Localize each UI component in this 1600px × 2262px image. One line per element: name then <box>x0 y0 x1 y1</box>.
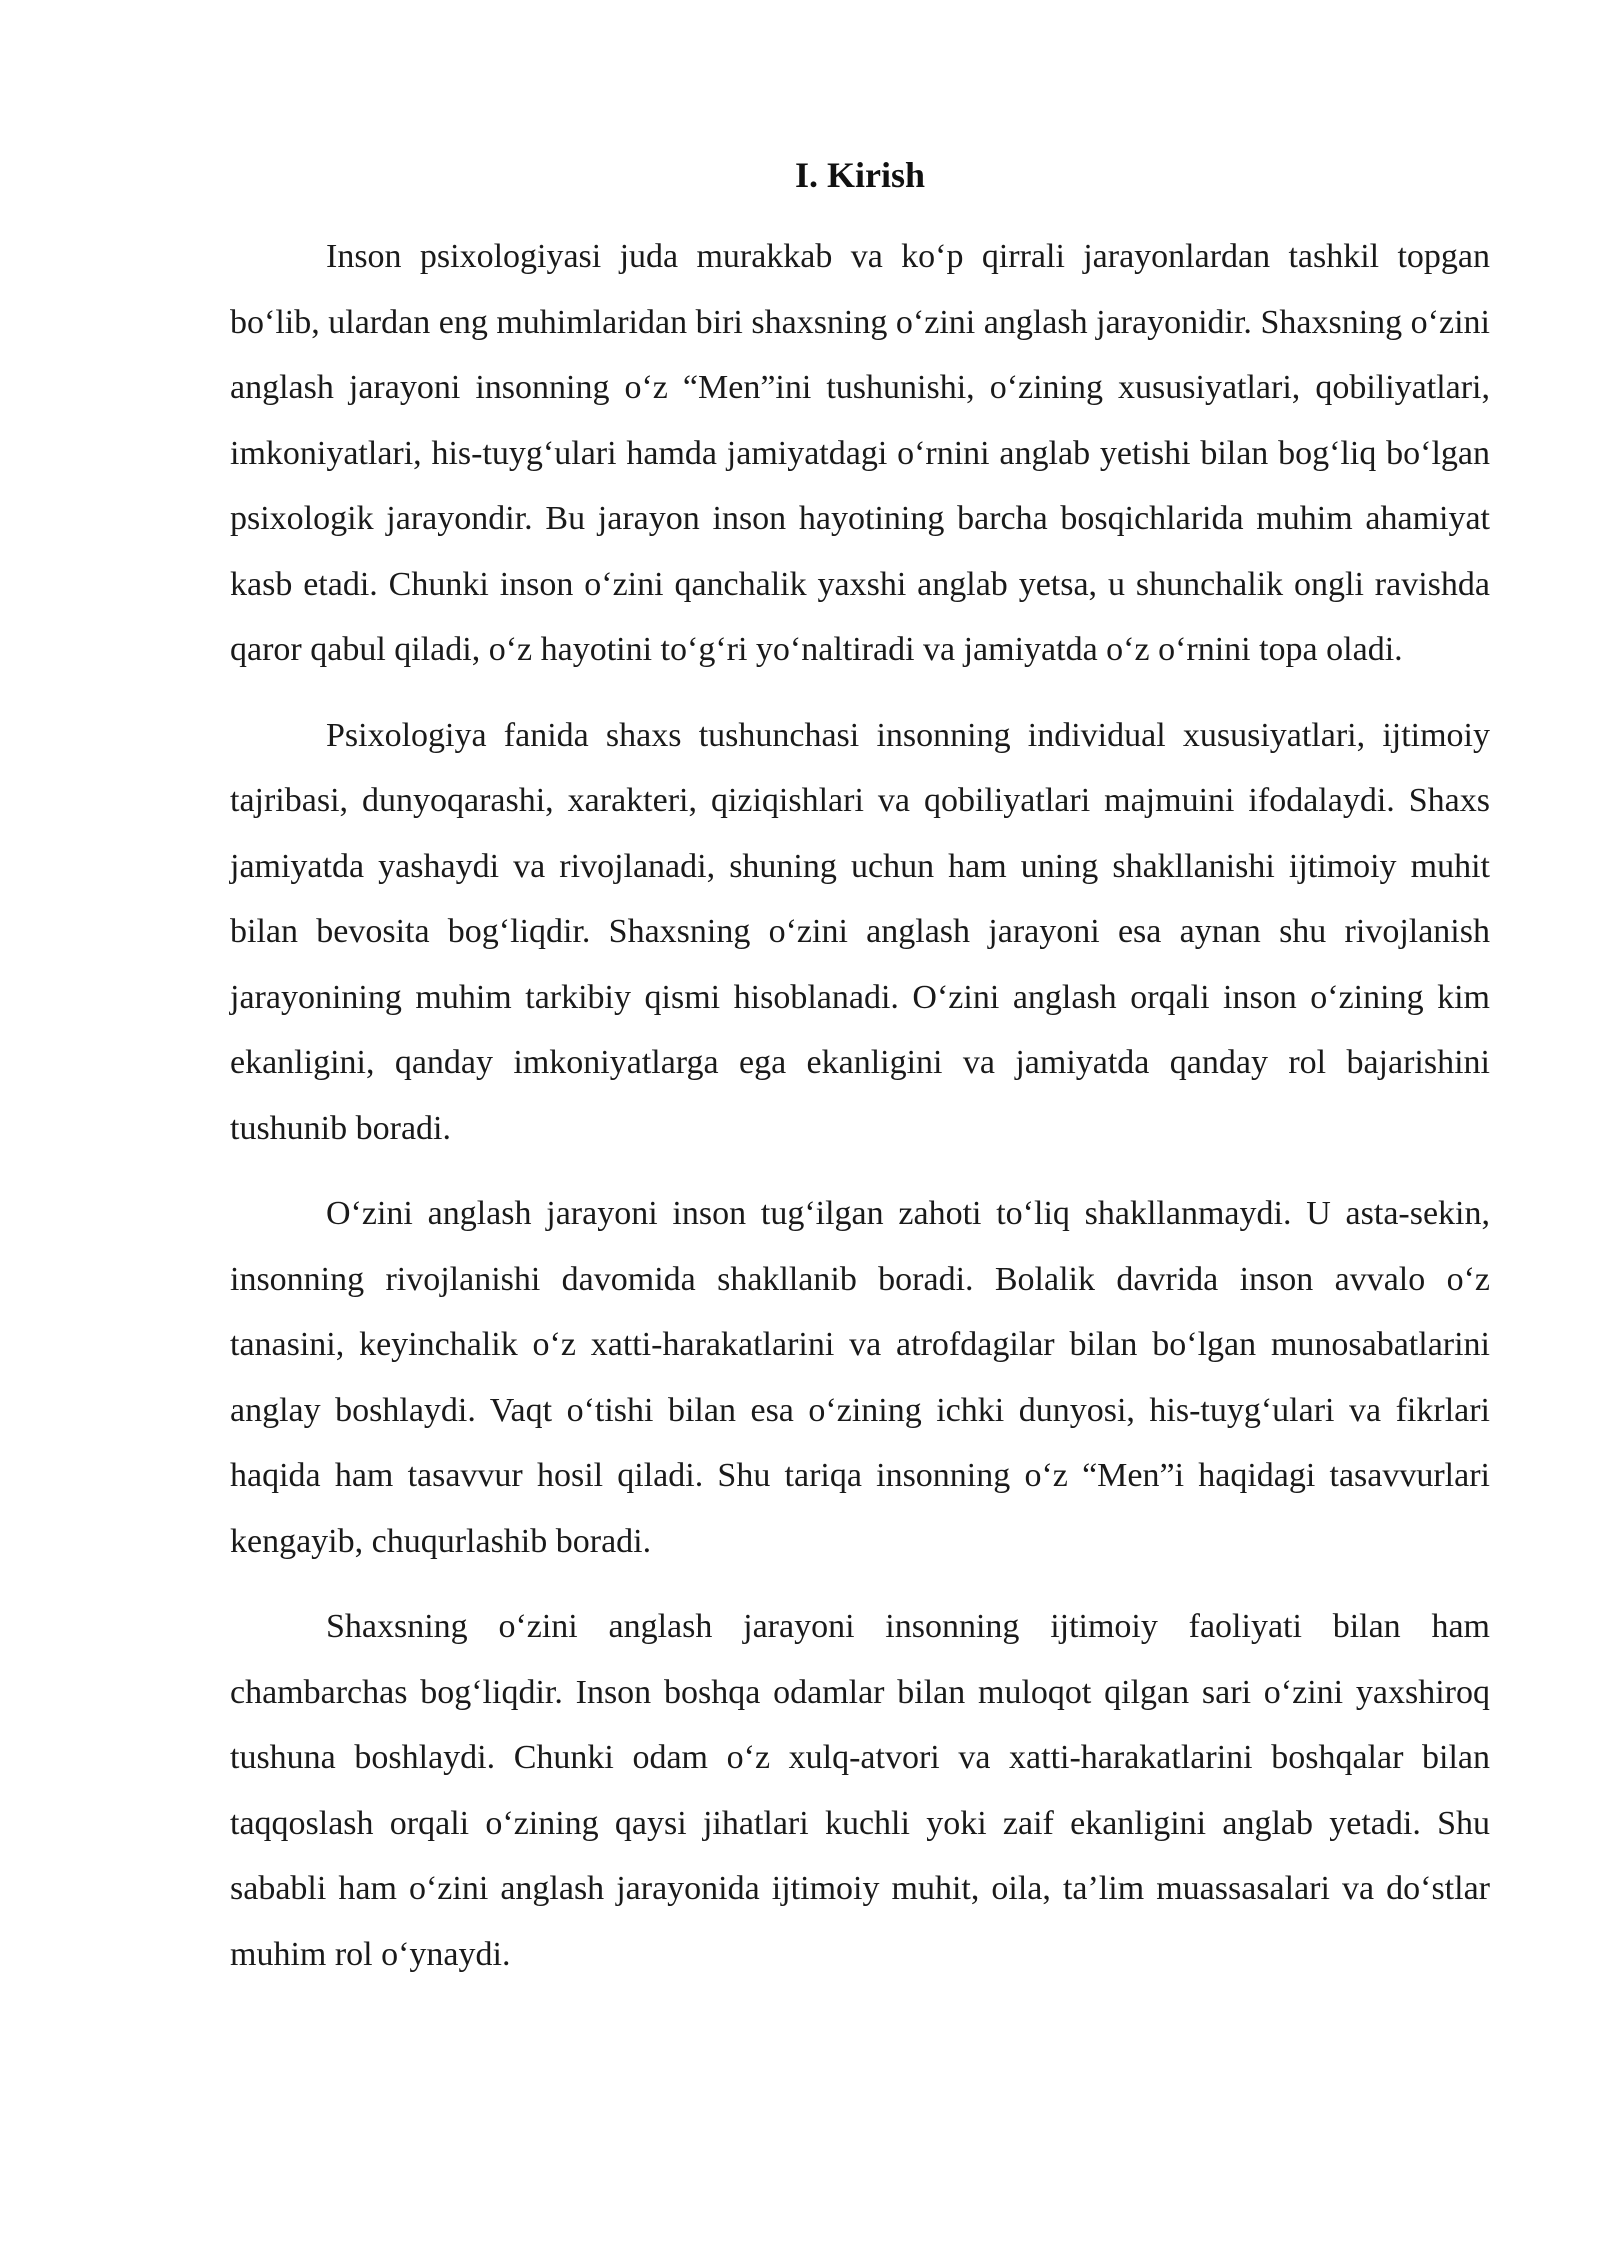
document-body <box>230 150 1490 2007</box>
paragraph-2: Psixologiya fanida shaxs tushunchasi insonning individual xususiyatlari, ijtimoiy tajribasi, dunyoqarashi, xarakteri, qiziqishlari va qobiliyatlari majmuini ifodalaydi. Shaxs jamiyatda yashaydi va rivojlanadi, shuning uchun ham uning shakllanishi ijtimoiy muhit bilan bevosita bog‘liqdir. Shaxsning o‘zini anglash jarayoni esa aynan shu rivojlanish jarayonining muhim tarkibiy qismi hisoblanadi. O‘zini anglash orqali inson o‘zining kim ekanligini, qanday imkoniyatlarga ega ekanligini va jamiyatda qanday rol bajarishini tushunib boradi. <box>230 716 1490 1147</box>
paragraph-1: Inson psixologiyasi juda murakkab va ko‘p qirrali jarayonlardan tashkil topgan bo‘lib, ulardan eng muhimlaridan biri shaxsning o‘zini anglash jarayonidir. Shaxsning o‘zini anglash jarayoni insonning o‘z “Men”ini tushunishi, o‘zining xususiyatlari, qobiliyatlari, imkoniyatlari, his-tuyg‘ulari hamda jamiyatdagi o‘rnini anglab yetishi bilan bog‘liq bo‘lgan psixologik jarayondir. Bu jarayon inson hayotining barcha bosqichlarida muhim ahamiyat kasb etadi. Chunki inson o‘zini qanchalik yaxshi anglab yetsa, u shunchalik ongli ravishda qaror qabul qiladi, o‘z hayotini to‘g‘ri yo‘naltiradi va jamiyatda o‘z o‘rnini topa oladi. <box>230 238 1490 668</box>
paragraph-3: O‘zini anglash jarayoni inson tug‘ilgan zahoti to‘liq shakllanmaydi. U asta-sekin, insonning rivojlanishi davomida shakllanib boradi. Bolalik davrida inson avvalo o‘z tanasini, keyinchalik o‘z xatti-harakatlarini va atrofdagilar bilan bo‘lgan munosabatlarini anglay boshlaydi. Vaqt o‘tishi bilan esa o‘zining ichki dunyosi, his-tuyg‘ulari va fikrlari haqida ham tasavvur hosil qiladi. Shu tariqa insonning o‘z “Men”i haqidagi tasavvurlari kengayib, chuqurlashib boradi. <box>230 1195 1490 1560</box>
paragraph-4: Shaxsning o‘zini anglash jarayoni insonning ijtimoiy faoliyati bilan ham chambarchas bog‘liqdir. Inson boshqa odamlar bilan muloqot qilgan sari o‘zini yaxshiroq tushuna boshlaydi. Chunki odam o‘z xulq-atvori va xatti-harakatlarini boshqalar bilan taqqoslash orqali o‘zining qaysi jihatlari kuchli yoki zaif ekanligini anglab yetadi. Shu sababli ham o‘zini anglash jarayonida ijtimoiy muhit, oila, ta’lim muassasalari va do‘stlar muhim rol o‘ynaydi. <box>230 1608 1490 1973</box>
section-title: I. Kirish <box>794 155 926 195</box>
